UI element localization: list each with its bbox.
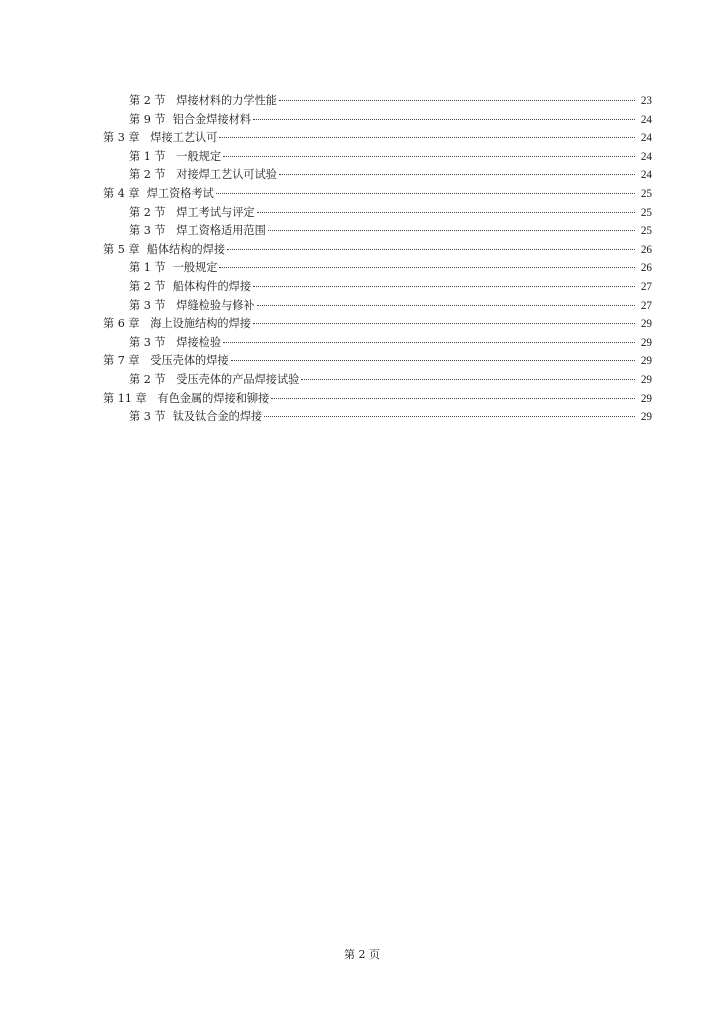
toc-entry-label: 第 9 节 铝合金焊接材料 — [129, 112, 252, 126]
dot-leader — [257, 200, 635, 213]
toc-entry-label: 第 4 章 焊工资格考试 — [103, 186, 214, 200]
dot-leader — [253, 274, 635, 287]
toc-entry-page: 26 — [640, 262, 652, 275]
toc-entry-label: 第 1 节 一般规定 — [129, 149, 222, 163]
toc-entry-label: 第 2 节 对接焊工艺认可试验 — [129, 168, 277, 182]
toc-entry-label: 第 7 章 受压壳体的焊接 — [103, 354, 229, 368]
toc-entry-page: 24 — [640, 150, 652, 163]
toc-entry-label: 第 2 节 船体构件的焊接 — [129, 279, 252, 293]
toc-entry-page: 29 — [640, 336, 652, 349]
toc-entry-page: 27 — [640, 299, 652, 312]
toc-entry-label: 第 3 节 焊缝检验与修补 — [129, 298, 255, 312]
toc-entry-label: 第 1 节 一般规定 — [129, 261, 218, 275]
toc-entry-label: 第 2 节 焊接材料的力学性能 — [129, 94, 277, 107]
table-of-contents — [103, 91, 652, 426]
dot-leader — [257, 293, 635, 306]
dot-leader — [264, 404, 635, 417]
dot-leader — [279, 162, 635, 175]
toc-entry-page: 29 — [640, 411, 652, 424]
toc-entry-page: 25 — [640, 206, 652, 219]
toc-entry-page: 29 — [640, 373, 652, 386]
toc-entry-page: 24 — [640, 113, 652, 126]
dot-leader — [271, 386, 635, 399]
dot-leader — [268, 218, 635, 231]
dot-leader — [301, 367, 635, 380]
toc-entry-label: 第 11 章 有色金属的焊接和铆接 — [103, 391, 270, 405]
toc-entry-label: 第 3 节 钛及钛合金的焊接 — [129, 410, 263, 424]
dot-leader — [279, 88, 635, 101]
dot-leader — [231, 348, 635, 361]
toc-entry-label: 第 6 章 海上设施结构的焊接 — [103, 317, 251, 331]
dot-leader — [219, 125, 635, 138]
toc-entry-label: 第 3 章 焊接工艺认可 — [103, 131, 218, 145]
toc-entry-label: 第 5 章 船体结构的焊接 — [103, 242, 226, 256]
toc-entry-page: 25 — [640, 225, 652, 238]
toc-entry-label: 第 2 节 焊工考试与评定 — [129, 205, 255, 219]
toc-entry-label: 第 2 节 受压壳体的产品焊接试验 — [129, 372, 300, 386]
toc-entry-label: 第 3 节 焊接检验 — [129, 335, 222, 349]
toc-entry-page: 24 — [640, 132, 652, 145]
dot-leader — [223, 330, 635, 343]
dot-leader — [223, 144, 635, 157]
toc-entry-page: 27 — [640, 280, 652, 293]
dot-leader — [253, 107, 635, 120]
toc-entry-page: 26 — [640, 243, 652, 256]
page-number-footer: 第 2 页 — [344, 948, 380, 961]
toc-entry-page: 29 — [640, 355, 652, 368]
toc-entry[interactable] — [103, 407, 652, 426]
dot-leader — [219, 255, 635, 268]
dot-leader — [216, 181, 635, 194]
toc-entry-label: 第 3 节 焊工资格适用范围 — [129, 224, 266, 238]
dot-leader — [253, 311, 635, 324]
toc-entry-page: 29 — [640, 392, 652, 405]
dot-leader — [227, 237, 635, 250]
toc-entry-page: 29 — [640, 318, 652, 331]
toc-entry-page: 23 — [640, 95, 652, 107]
toc-entry-page: 25 — [640, 187, 652, 200]
toc-entry-page: 24 — [640, 169, 652, 182]
